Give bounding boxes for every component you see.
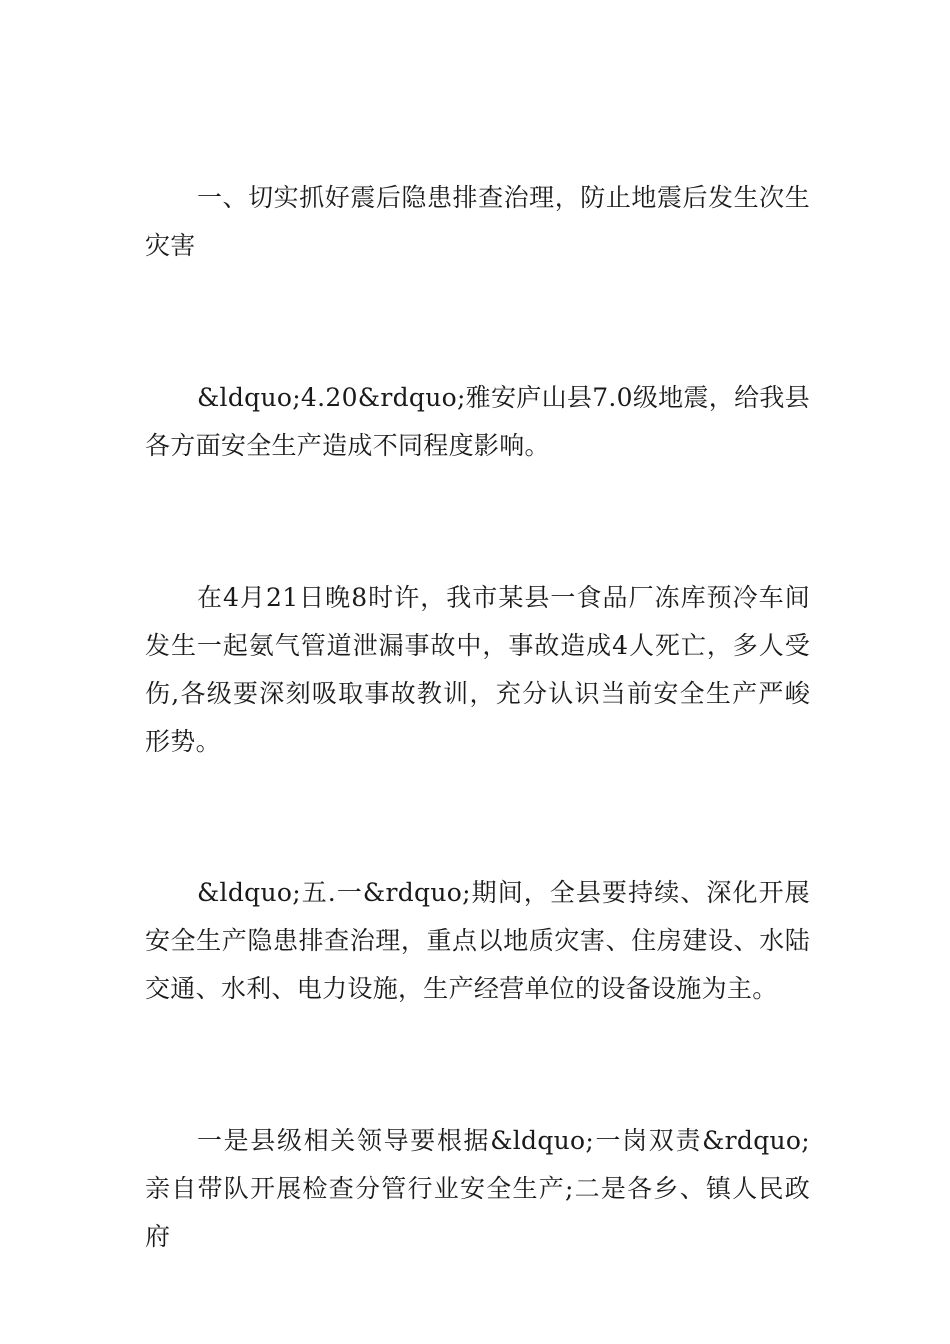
may-day-inspection-paragraph: &ldquo;五.一&rdquo;期间，全县要持续、深化开展安全生产隐患排查治理，重点以地质灾害、住房建设、水陆交通、水利、电力设施，生产经营单位的设备设施为主。 — [145, 878, 810, 1003]
ammonia-leak-accident-paragraph: 在4月21日晚8时许，我市某县一食品厂冻库预冷车间发生一起氨气管道泄漏事故中，事故造成4人死亡，多人受伤,各级要深刻吸取事故教训，充分认识当前安全生产严峻形势。 — [145, 583, 810, 756]
section-heading-paragraph: 一、切实抓好震后隐患排查治理，防止地震后发生次生灾害 — [145, 183, 810, 260]
earthquake-impact-paragraph: &ldquo;4.20&rdquo;雅安庐山县7.0级地震，给我县各方面安全生产造成不同程度影响。 — [145, 383, 810, 460]
leadership-responsibility-paragraph: 一是县级相关领导要根据&ldquo;一岗双责&rdquo;亲自带队开展检查分管行业安全生产;二是各乡、镇人民政府 — [145, 1126, 810, 1251]
